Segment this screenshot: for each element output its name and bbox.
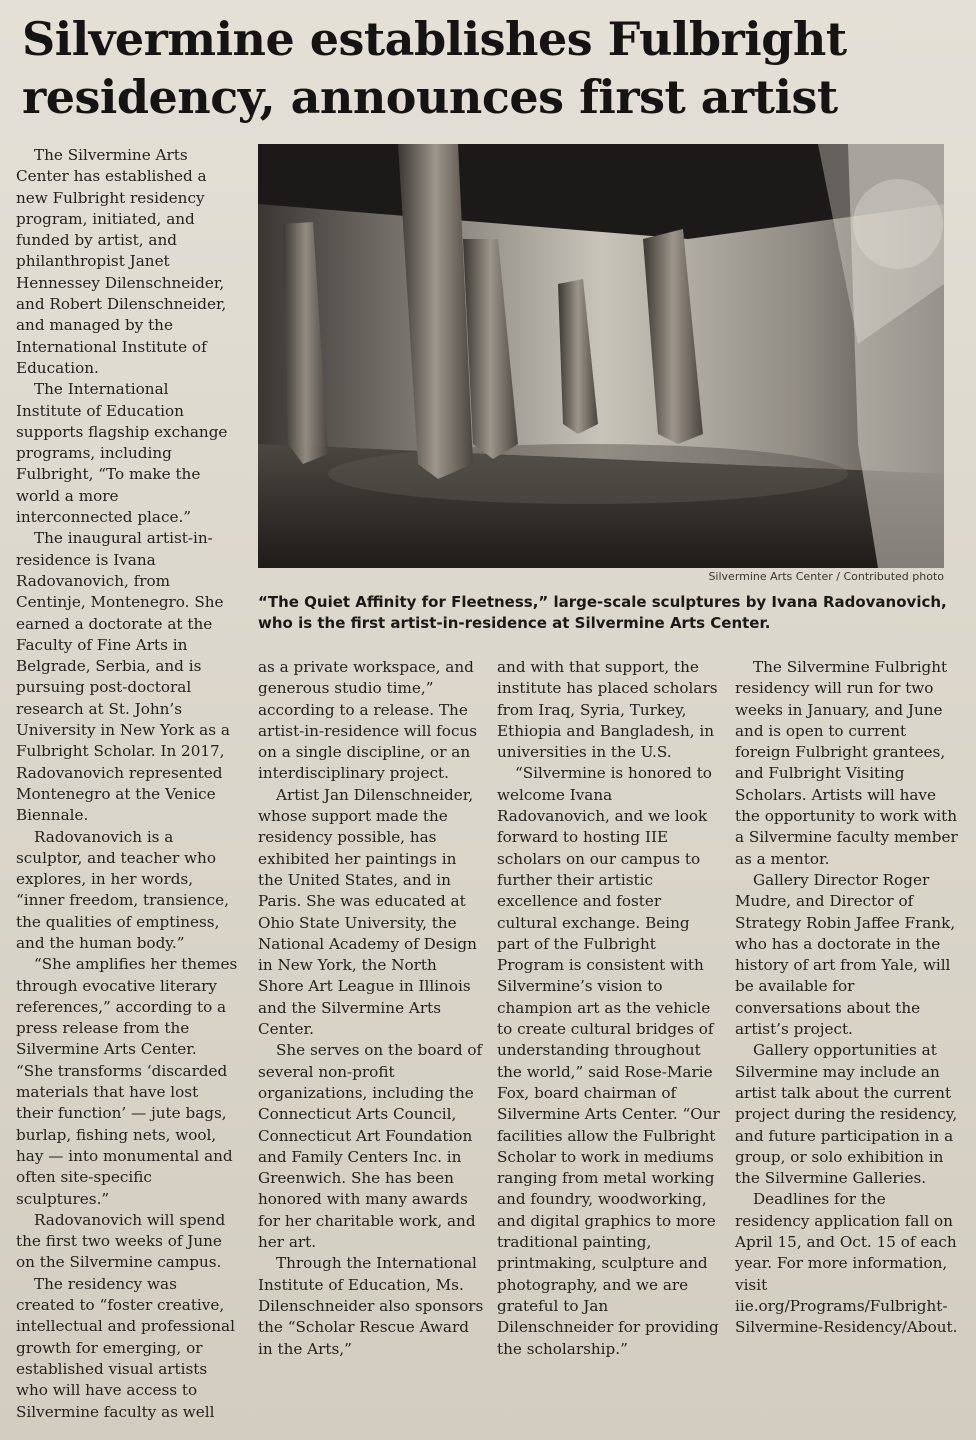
paragraph: Gallery Director Roger Mudre, and Director of Strategy Robin Jaffee Frank, who has a doctorate in the history of art from Yale, will be available for conversations about the artist’s project. — [735, 870, 956, 1039]
paragraph: She serves on the board of several non-profit organizations, including the Connecticut Arts Council, Connecticut Art Foundation and Family Centers Inc. in Greenwich. She has been honored with many awards for her charitable work, and her art. — [258, 1041, 483, 1252]
article-column-4 — [735, 657, 961, 1339]
paragraph: as a private workspace, and generous studio time,” according to a release. The artist-in-residence will focus on a single discipline, or an interdisciplinary project. — [258, 658, 478, 783]
sculpture-photo — [258, 144, 944, 568]
photo-credit: Silvermine Arts Center / Contributed photo — [708, 570, 944, 583]
paragraph: Artist Jan Dilenschneider, whose support made the residency possible, has exhibited her paintings in the United States, and in Paris. She was educated at Ohio State University, the National Academy of Design in New York, the North Shore Art League in Illinois and the Silvermine Arts Center. — [258, 785, 477, 1039]
headline: Silvermine establishes Fulbright residency, announces first artist — [22, 12, 847, 124]
paragraph: The Silvermine Arts Center has established a new Fulbright residency program, initiated, and funded by artist, and philanthropist Janet Hennessey Dilenschneider, and Robert Dilenschneider, and managed by the International Institute of Education. — [16, 146, 227, 377]
paragraph: The residency was created to “foster creative, intellectual and professional growth for emerging, or established visual artists who will have access to Silvermine faculty as well — [16, 1274, 235, 1421]
paragraph: Gallery opportunities at Silvermine may include an artist talk about the current project during the residency, and future participation in a group, or solo exhibition in the Silvermine Galleries. — [735, 1041, 958, 1188]
paragraph: Radovanovich will spend the first two weeks of June on the Silvermine campus. — [16, 1210, 226, 1272]
photo-caption: “The Quiet Affinity for Fleetness,” large-scale sculptures by Ivana Radovanovich, who is the first artist-in-residence at Silvermine Arts Center. — [258, 593, 947, 632]
paragraph: The International Institute of Education supports flagship exchange programs, including Fulbright, “To make the world a more interconnected place.” — [16, 380, 228, 527]
article-column-2 — [258, 657, 486, 1360]
paragraph: and with that support, the institute has placed scholars from Iraq, Syria, Turkey, Ethiopia and Bangladesh, in universities in the U.S. — [497, 658, 718, 762]
article-column-1 — [16, 145, 238, 1423]
paragraph: “Silvermine is honored to welcome Ivana Radovanovich, and we look forward to hosting IIE scholars on our campus to further their artistic excellence and foster cultural exchange. Being part of the Fulbright Program is consistent with Silvermine’s vision to champion art as the vehicle to create cultural bridges of understanding throughout the world,” said Rose-Marie Fox, board chairman of Silvermine Arts Center. “Our facilities allow the Fulbright Scholar to work in mediums ranging from metal working and foundry, woodworking, and digital graphics to more traditional painting, printmaking, sculpture and photography, and we are grateful to Jan Dilenschneider for providing the scholarship.” — [497, 764, 720, 1358]
paragraph: Radovanovich is a sculptor, and teacher who explores, in her words, “inner freedom, transience, the qualities of emptiness, and the human body.” — [16, 827, 229, 952]
paragraph: Deadlines for the residency application fall on April 15, and Oct. 15 of each year. For more information, visit iie.org/Programs/Fulbright-Silvermine-Residency/About. — [735, 1190, 958, 1337]
paragraph: “She amplifies her themes through evocative literary references,” according to a press release from the Silvermine Arts Center. “She transforms ‘discarded materials that have lost their function’ — jute bags, burlap, fishing nets, wool, hay — into monumental and often site-specific sculptures.” — [16, 955, 238, 1208]
paragraph: The inaugural artist-in-residence is Ivana Radovanovich, from Centinje, Montenegro. She earned a doctorate at the Faculty of Fine Arts in Belgrade, Serbia, and is pursuing post-doctoral research at St. John’s University in New York as a Fulbright Scholar. In 2017, Radovanovich represented Montenegro at the Venice Biennale. — [16, 529, 230, 825]
paragraph: The Silvermine Fulbright residency will run for two weeks in January, and June and is open to current foreign Fulbright grantees, and Fulbright Visiting Scholars. Artists will have the opportunity to work with a Silvermine faculty member as a mentor. — [735, 658, 958, 868]
gallery-sculptures-image — [258, 144, 944, 568]
article-column-3 — [497, 657, 723, 1360]
paragraph: Through the International Institute of Education, Ms. Dilenschneider also sponsors the “Scholar Rescue Award in the Arts,” — [258, 1254, 484, 1358]
